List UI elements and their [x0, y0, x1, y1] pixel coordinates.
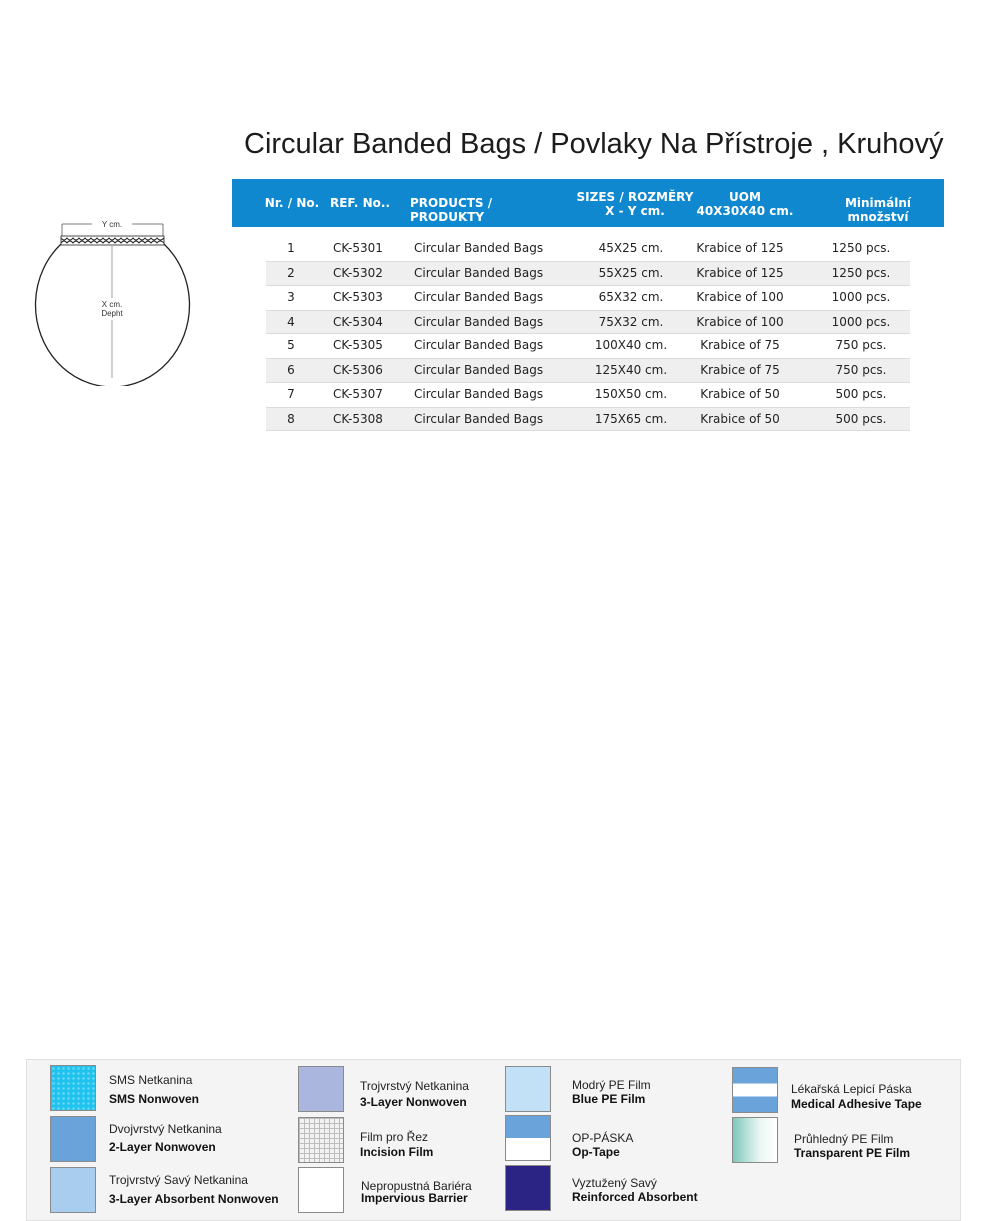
cell-nr: 3	[287, 289, 295, 304]
header-sizes	[570, 190, 700, 218]
cell-nr: 1	[287, 241, 295, 255]
header-ref: REF. No..	[329, 196, 390, 210]
cell-uom: Krabice of 50	[700, 386, 780, 401]
header-uom-line1: UOM	[729, 190, 761, 204]
cell-ref: CK-5306	[333, 363, 383, 378]
table-row	[266, 310, 910, 334]
cell-product: Circular Banded Bags	[414, 363, 544, 378]
depth-label: Depht	[101, 309, 123, 318]
blue-pe-film-swatch	[505, 1066, 551, 1112]
cell-min-qty: 1250 pcs.	[831, 241, 891, 255]
cell-size: 175X65 cm.	[594, 412, 668, 427]
header-products: PRODUCTS / PRODUKTY	[410, 196, 493, 224]
cell-nr: 2	[287, 266, 295, 281]
table-header	[232, 179, 944, 227]
legend-bluepe-en: Blue PE Film	[572, 1092, 646, 1106]
cell-ref: CK-5304	[333, 314, 383, 329]
table-row	[266, 383, 910, 407]
cell-uom: Krabice of 75	[700, 338, 780, 353]
cell-uom: Krabice of 75	[700, 363, 780, 378]
cell-ref: CK-5303	[333, 289, 383, 304]
cell-nr: 6	[287, 363, 295, 378]
cell-uom: Krabice of 125	[696, 266, 784, 281]
cell-product: Circular Banded Bags	[414, 412, 544, 427]
cell-nr: 5	[287, 338, 295, 353]
three-layer-nonwoven-swatch	[298, 1066, 344, 1112]
cell-size: 100X40 cm.	[594, 338, 668, 353]
table-body	[266, 237, 910, 431]
cell-ref: CK-5301	[333, 241, 383, 255]
legend-adhesive-cz: Lékařská Lepicí Páska	[791, 1082, 912, 1096]
three-layer-absorbent-swatch	[50, 1167, 96, 1213]
table-row	[266, 407, 910, 431]
page-title: Circular Banded Bags / Povlaky Na Přístroje , Kruhový	[244, 128, 944, 160]
legend-impervious-cz: Nepropustná Bariéra	[361, 1179, 472, 1193]
y-dimension-label: Y cm.	[101, 220, 123, 229]
legend-optape-cz: OP-PÁSKA	[572, 1131, 634, 1145]
cell-size: 75X32 cm.	[598, 314, 664, 329]
cell-uom: Krabice of 125	[696, 241, 784, 255]
legend-transparent-cz: Průhledný PE Film	[794, 1132, 894, 1146]
legend-3layer-cz: Trojvrstvý Netkanina	[360, 1079, 469, 1093]
legend-reinforced-en: Reinforced Absorbent	[572, 1190, 698, 1204]
legend-2layer-cz: Dvojvrstvý Netkanina	[109, 1122, 222, 1136]
cell-product: Circular Banded Bags	[414, 266, 544, 281]
cell-size: 45X25 cm.	[598, 241, 664, 255]
cell-ref: CK-5302	[333, 266, 383, 281]
legend-3layer-en: 3-Layer Nonwoven	[360, 1095, 467, 1109]
cell-ref: CK-5308	[333, 412, 383, 427]
cell-product: Circular Banded Bags	[414, 289, 544, 304]
reinforced-absorbent-swatch	[505, 1165, 551, 1211]
cell-size: 125X40 cm.	[594, 363, 668, 378]
header-nr: Nr. / No.	[264, 196, 320, 210]
table-row	[266, 358, 910, 382]
cell-ref: CK-5305	[333, 338, 383, 353]
two-layer-nonwoven-swatch	[50, 1116, 96, 1162]
legend-transparent-en: Transparent PE Film	[794, 1146, 911, 1160]
header-uom-line2: 40X30X40 cm.	[696, 204, 794, 218]
legend-2layer-en: 2-Layer Nonwoven	[109, 1140, 216, 1154]
cell-uom: Krabice of 100	[696, 314, 784, 329]
header-uom	[687, 190, 803, 218]
op-tape-swatch	[505, 1115, 551, 1161]
legend-sms-en: SMS Nonwoven	[109, 1092, 200, 1106]
cell-size: 150X50 cm.	[594, 386, 668, 401]
legend-bluepe-cz: Modrý PE Film	[572, 1078, 651, 1092]
x-dimension-label: X cm.	[101, 300, 123, 309]
cell-nr: 7	[287, 386, 295, 401]
table-row	[266, 261, 910, 285]
legend-incision-en: Incision Film	[360, 1145, 434, 1159]
incision-film-swatch	[298, 1117, 344, 1163]
header-sizes-line2: X - Y cm.	[605, 204, 665, 218]
header-min-qty: Minimální množství	[844, 196, 912, 224]
cell-min-qty: 750 pcs.	[835, 338, 887, 353]
table-row	[266, 237, 910, 261]
cell-min-qty: 1000 pcs.	[831, 289, 891, 304]
cell-size: 55X25 cm.	[598, 266, 664, 281]
cell-product: Circular Banded Bags	[414, 338, 544, 353]
table-row	[266, 286, 910, 310]
legend-3layer-abs-cz: Trojvrstvý Savý Netkanina	[109, 1173, 248, 1187]
cell-product: Circular Banded Bags	[414, 314, 544, 329]
sms-nonwoven-swatch	[50, 1065, 96, 1111]
cell-nr: 4	[287, 314, 295, 329]
cell-min-qty: 500 pcs.	[835, 386, 887, 401]
legend-reinforced-cz: Vyztužený Savý	[572, 1176, 657, 1190]
cell-min-qty: 750 pcs.	[835, 363, 887, 378]
material-legend	[26, 1059, 961, 1221]
cell-product: Circular Banded Bags	[414, 386, 544, 401]
legend-3layer-abs-en: 3-Layer Absorbent Nonwoven	[109, 1192, 279, 1206]
cell-product: Circular Banded Bags	[414, 241, 544, 255]
cell-min-qty: 1250 pcs.	[831, 266, 891, 281]
legend-sms-cz: SMS Netkanina	[109, 1073, 193, 1087]
impervious-barrier-swatch	[298, 1167, 344, 1213]
legend-adhesive-en: Medical Adhesive Tape	[791, 1097, 922, 1111]
medical-adhesive-tape-swatch	[732, 1067, 778, 1113]
legend-incision-cz: Film pro Řez	[360, 1130, 429, 1144]
cell-min-qty: 1000 pcs.	[831, 314, 891, 329]
cell-ref: CK-5307	[333, 386, 383, 401]
cell-size: 65X32 cm.	[598, 289, 664, 304]
legend-impervious-en: Impervious Barrier	[361, 1191, 468, 1205]
header-sizes-line1: SIZES / ROZMĚRY	[576, 190, 694, 204]
cell-uom: Krabice of 100	[696, 289, 784, 304]
cell-nr: 8	[287, 412, 295, 427]
transparent-pe-film-swatch	[732, 1117, 778, 1163]
table-row	[266, 334, 910, 358]
bag-diagram	[30, 214, 200, 386]
cell-uom: Krabice of 50	[700, 412, 780, 427]
cell-min-qty: 500 pcs.	[835, 412, 887, 427]
legend-optape-en: Op-Tape	[572, 1145, 620, 1159]
